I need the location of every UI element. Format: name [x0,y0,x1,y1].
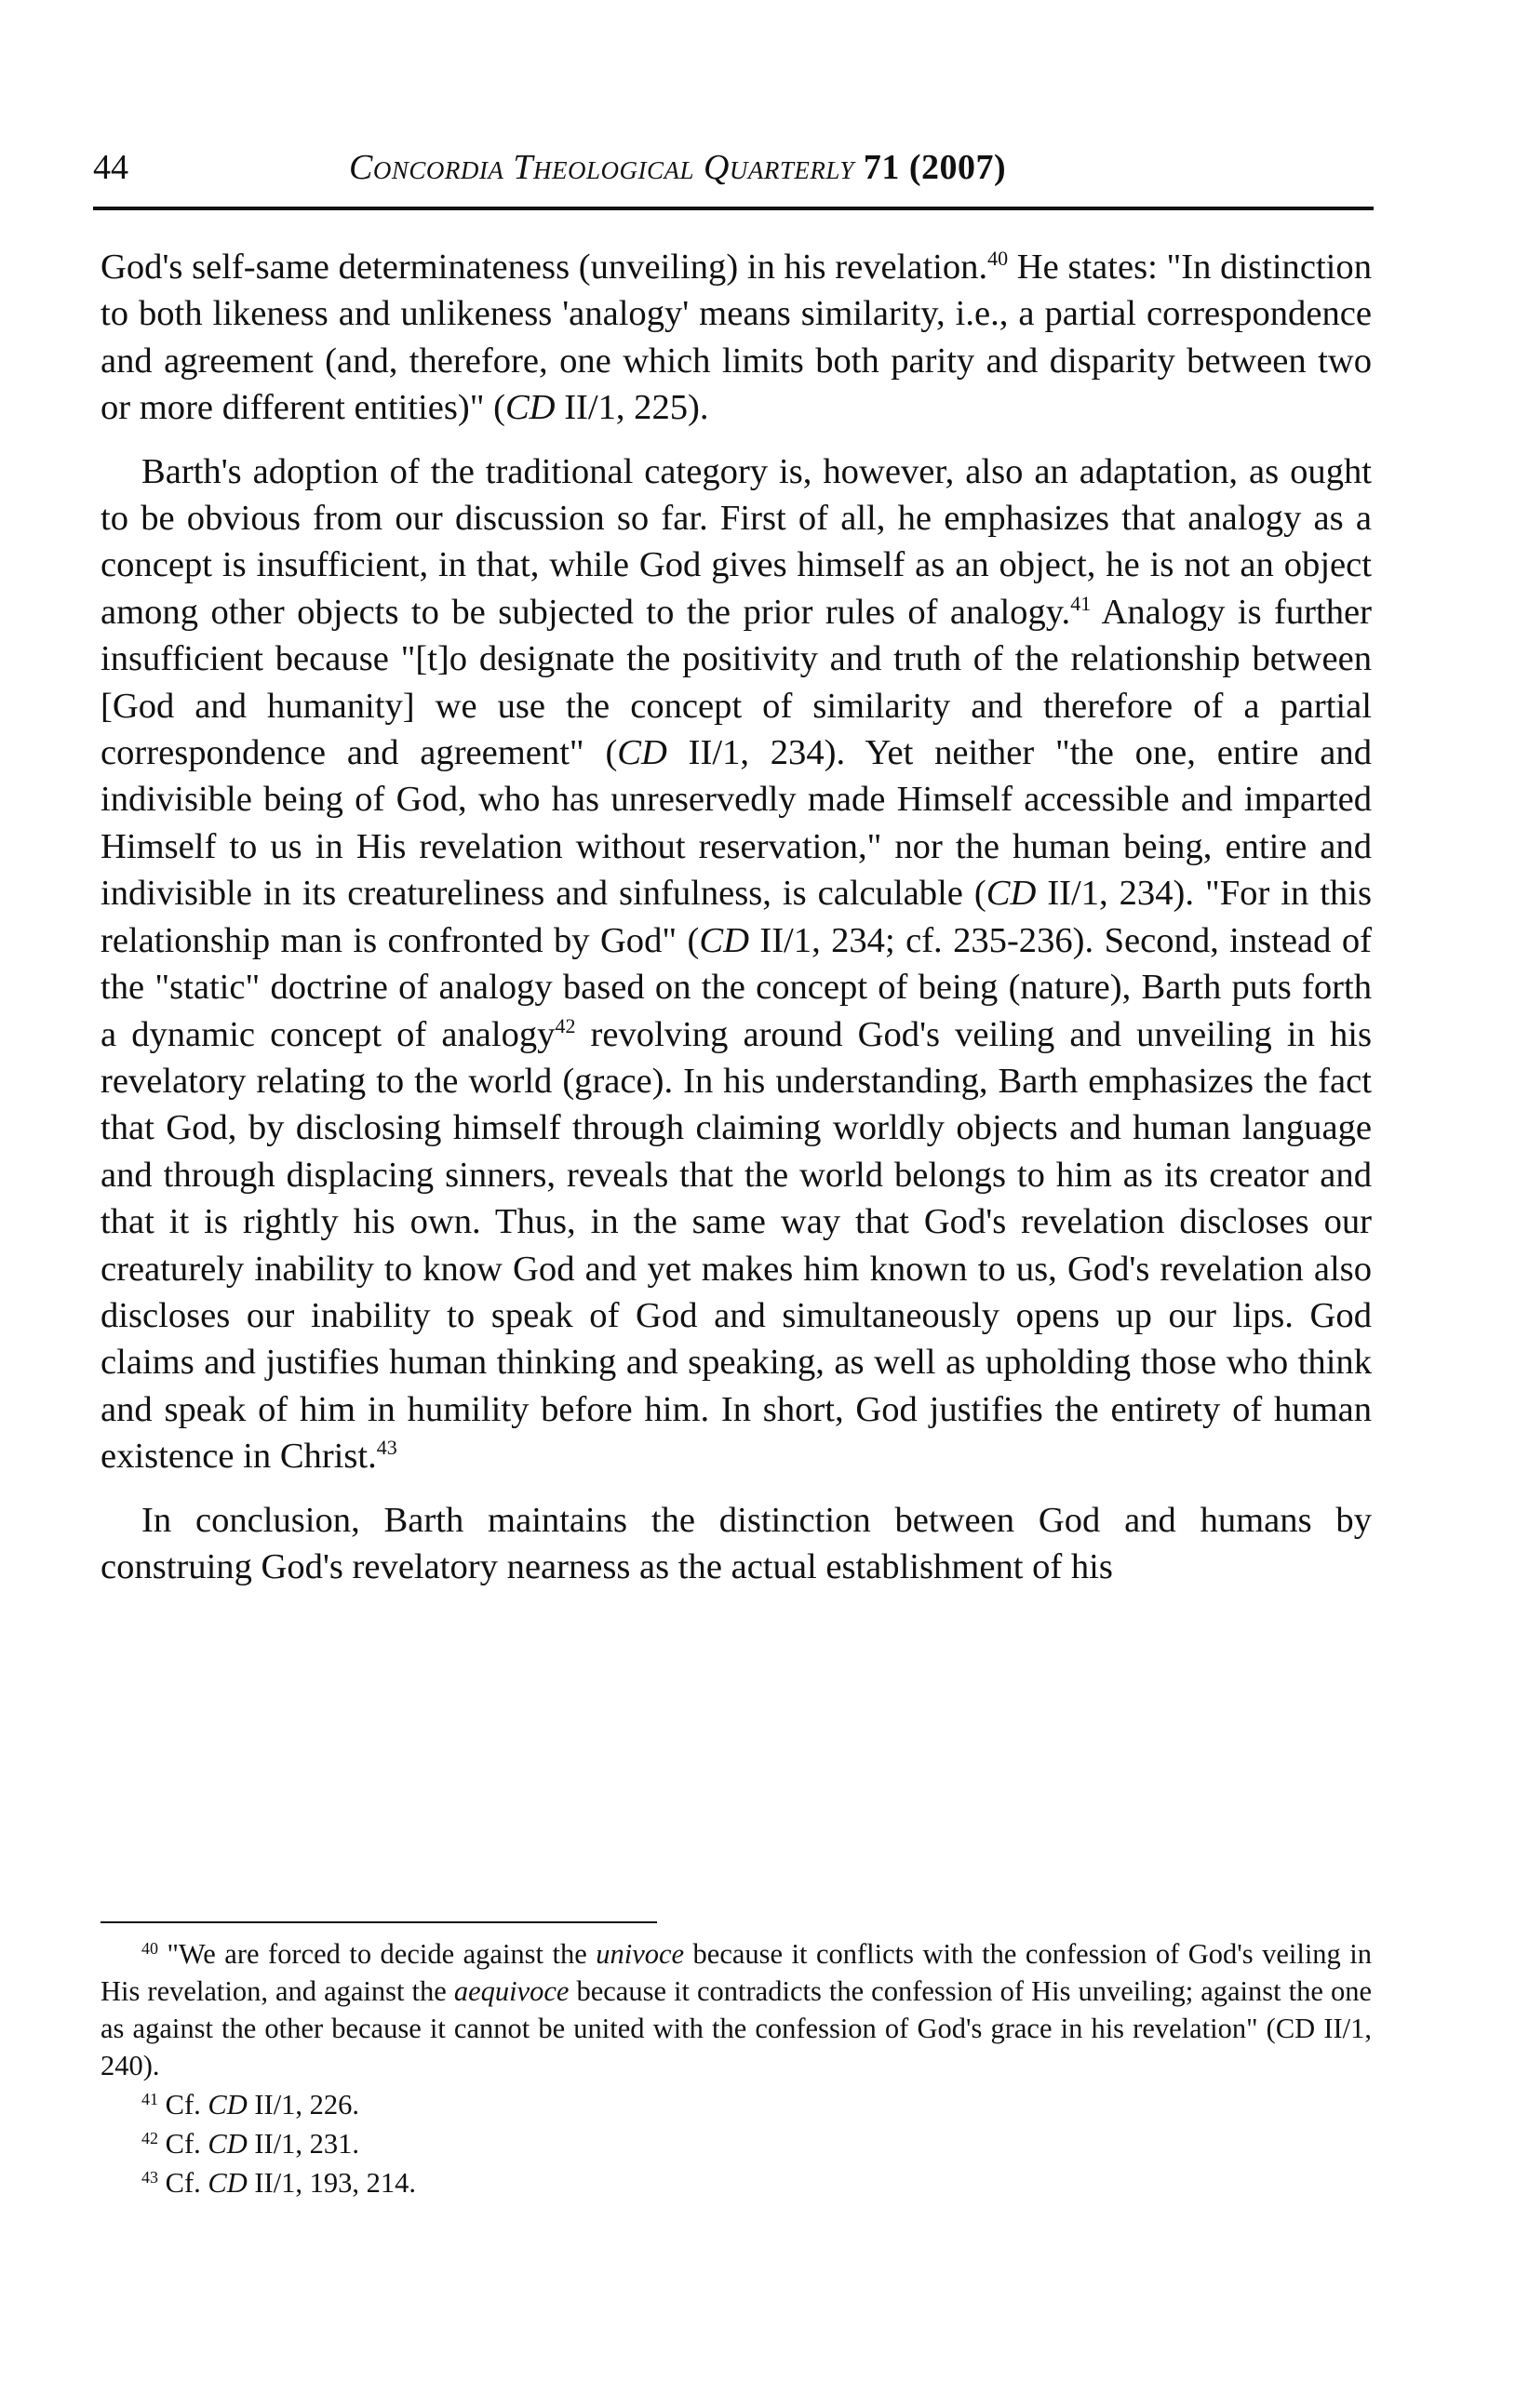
body-text [101,244,1372,1590]
text-run: Analogy is further insufficient because "[t]o designate the positivity and truth of the relationship between [God and humanity] we use the concept of similarity and therefore of a partial correspondence and agreement" ( [101,592,1372,773]
text-run: He states: "In distinction to both likeness and unlikeness 'analogy' means similarity, i.e., a partial correspondence and agreement (and, therefore, one which limits both parity and disparity between two or more different entities)" ( [101,247,1372,428]
footnote-number: 40 [141,1939,158,1958]
footnote-43 [101,2164,1372,2201]
text-run: Cf. [158,2128,208,2160]
citation-abbrev: CD [208,2089,248,2120]
text-run: God's self-same determinateness (unveiling) in his revelation. [101,247,988,287]
text-run: II/1, 231. [247,2128,360,2160]
text-run: II/1, 225). [555,388,709,428]
paragraph-conclusion: In conclusion, Barth maintains the distinction between God and humans by construing God's revelatory nearness as the actual establishment of his [101,1500,1372,1586]
footnote-number: 43 [141,2168,158,2187]
text-run: II/1, 234). "For in this relationship man is confronted by God" ( [101,874,1372,960]
footnote-ref: 41 [1070,591,1092,615]
page-number: 44 [93,148,128,187]
footnote-40 [101,1935,1372,2084]
footnote-42 [101,2125,1372,2162]
text-run: "We are forced to decide against the [158,1938,597,1970]
footnote-ref: 43 [376,1436,397,1460]
text-run: II/1, 226. [247,2089,360,2120]
footnote-41 [101,2086,1372,2123]
footnote-rule [101,1921,657,1923]
latin-term: aequivoce [453,1975,570,2007]
running-head [93,147,1374,203]
footnote-number: 42 [141,2129,158,2147]
header-rule [93,207,1374,210]
latin-term: univoce [596,1938,685,1970]
text-run: II/1, 193, 214. [247,2167,417,2199]
citation-abbrev: CD [504,388,556,428]
paragraph-analogy [101,448,1372,1480]
text-run: because it contradicts the confession of His unveiling; against the one as against the other because it cannot be united with the confession of God's grace in his revelation" (CD II/1, 240). [101,1975,1372,2081]
citation-abbrev: CD [699,920,749,960]
citation-abbrev: CD [986,874,1037,914]
journal-name: Concordia Theological Quarterly [349,148,854,187]
text-run: II/1, 234). Yet neither "the one, entire and indivisible being of God, who has unreservedly made Himself accessible and imparted Himself to us in His revelation without reservation," nor the human being, entire and indivisible in its creatureliness and sinfulness, is calculable ( [101,733,1372,914]
footnote-ref: 42 [555,1013,576,1037]
journal-title [349,147,1006,188]
footnote-number: 41 [141,2090,158,2108]
footnote-ref: 40 [987,247,1009,270]
text-run: revolving around God's veiling and unveiling in his revelatory relating to the world (grace). In his understanding, Barth emphasizes the fact that God, by disclosing himself through claiming worldly objects and human language and through displacing sinners, reveals that the world belongs to him as its creator and that it is rightly his own. Thus, in the same way that God's revelation discloses our creaturely inability to know God and yet makes him known to us, God's revelation also discloses our inability to speak of God and simultaneously opens up our lips. God claims and justifies human thinking and speaking, as well as upholding those who think and speak of him in humility before him. In short, God justifies the entirety of human existence in Christ. [101,1014,1372,1477]
text-run: Cf. [158,2089,208,2120]
citation-abbrev: CD [208,2167,248,2199]
text-run: II/1, 234; cf. 235-236). Second, instead of the "static" doctrine of analogy based on the concept of being (nature), Barth puts forth a dynamic concept of analogy [101,920,1372,1054]
text-run: because it conflicts with the confession of God's veiling in His revelation, and against the [101,1938,1372,2007]
footnotes [101,1935,1372,2203]
citation-abbrev: CD [208,2128,248,2160]
text-run: Cf. [158,2167,208,2199]
citation-abbrev: CD [617,733,667,773]
text-run: Barth's adoption of the traditional category is, however, also an adaptation, as ought to be obvious from our discussion so far. First of all, he emphasizes that analogy as a concept is insufficient, in that, while God gives himself as an object, he is not an object among other objects to be subjected to the prior rules of analogy. [101,451,1372,632]
paragraph-continued [101,244,1372,432]
volume-year: 71 (2007) [863,148,1007,187]
